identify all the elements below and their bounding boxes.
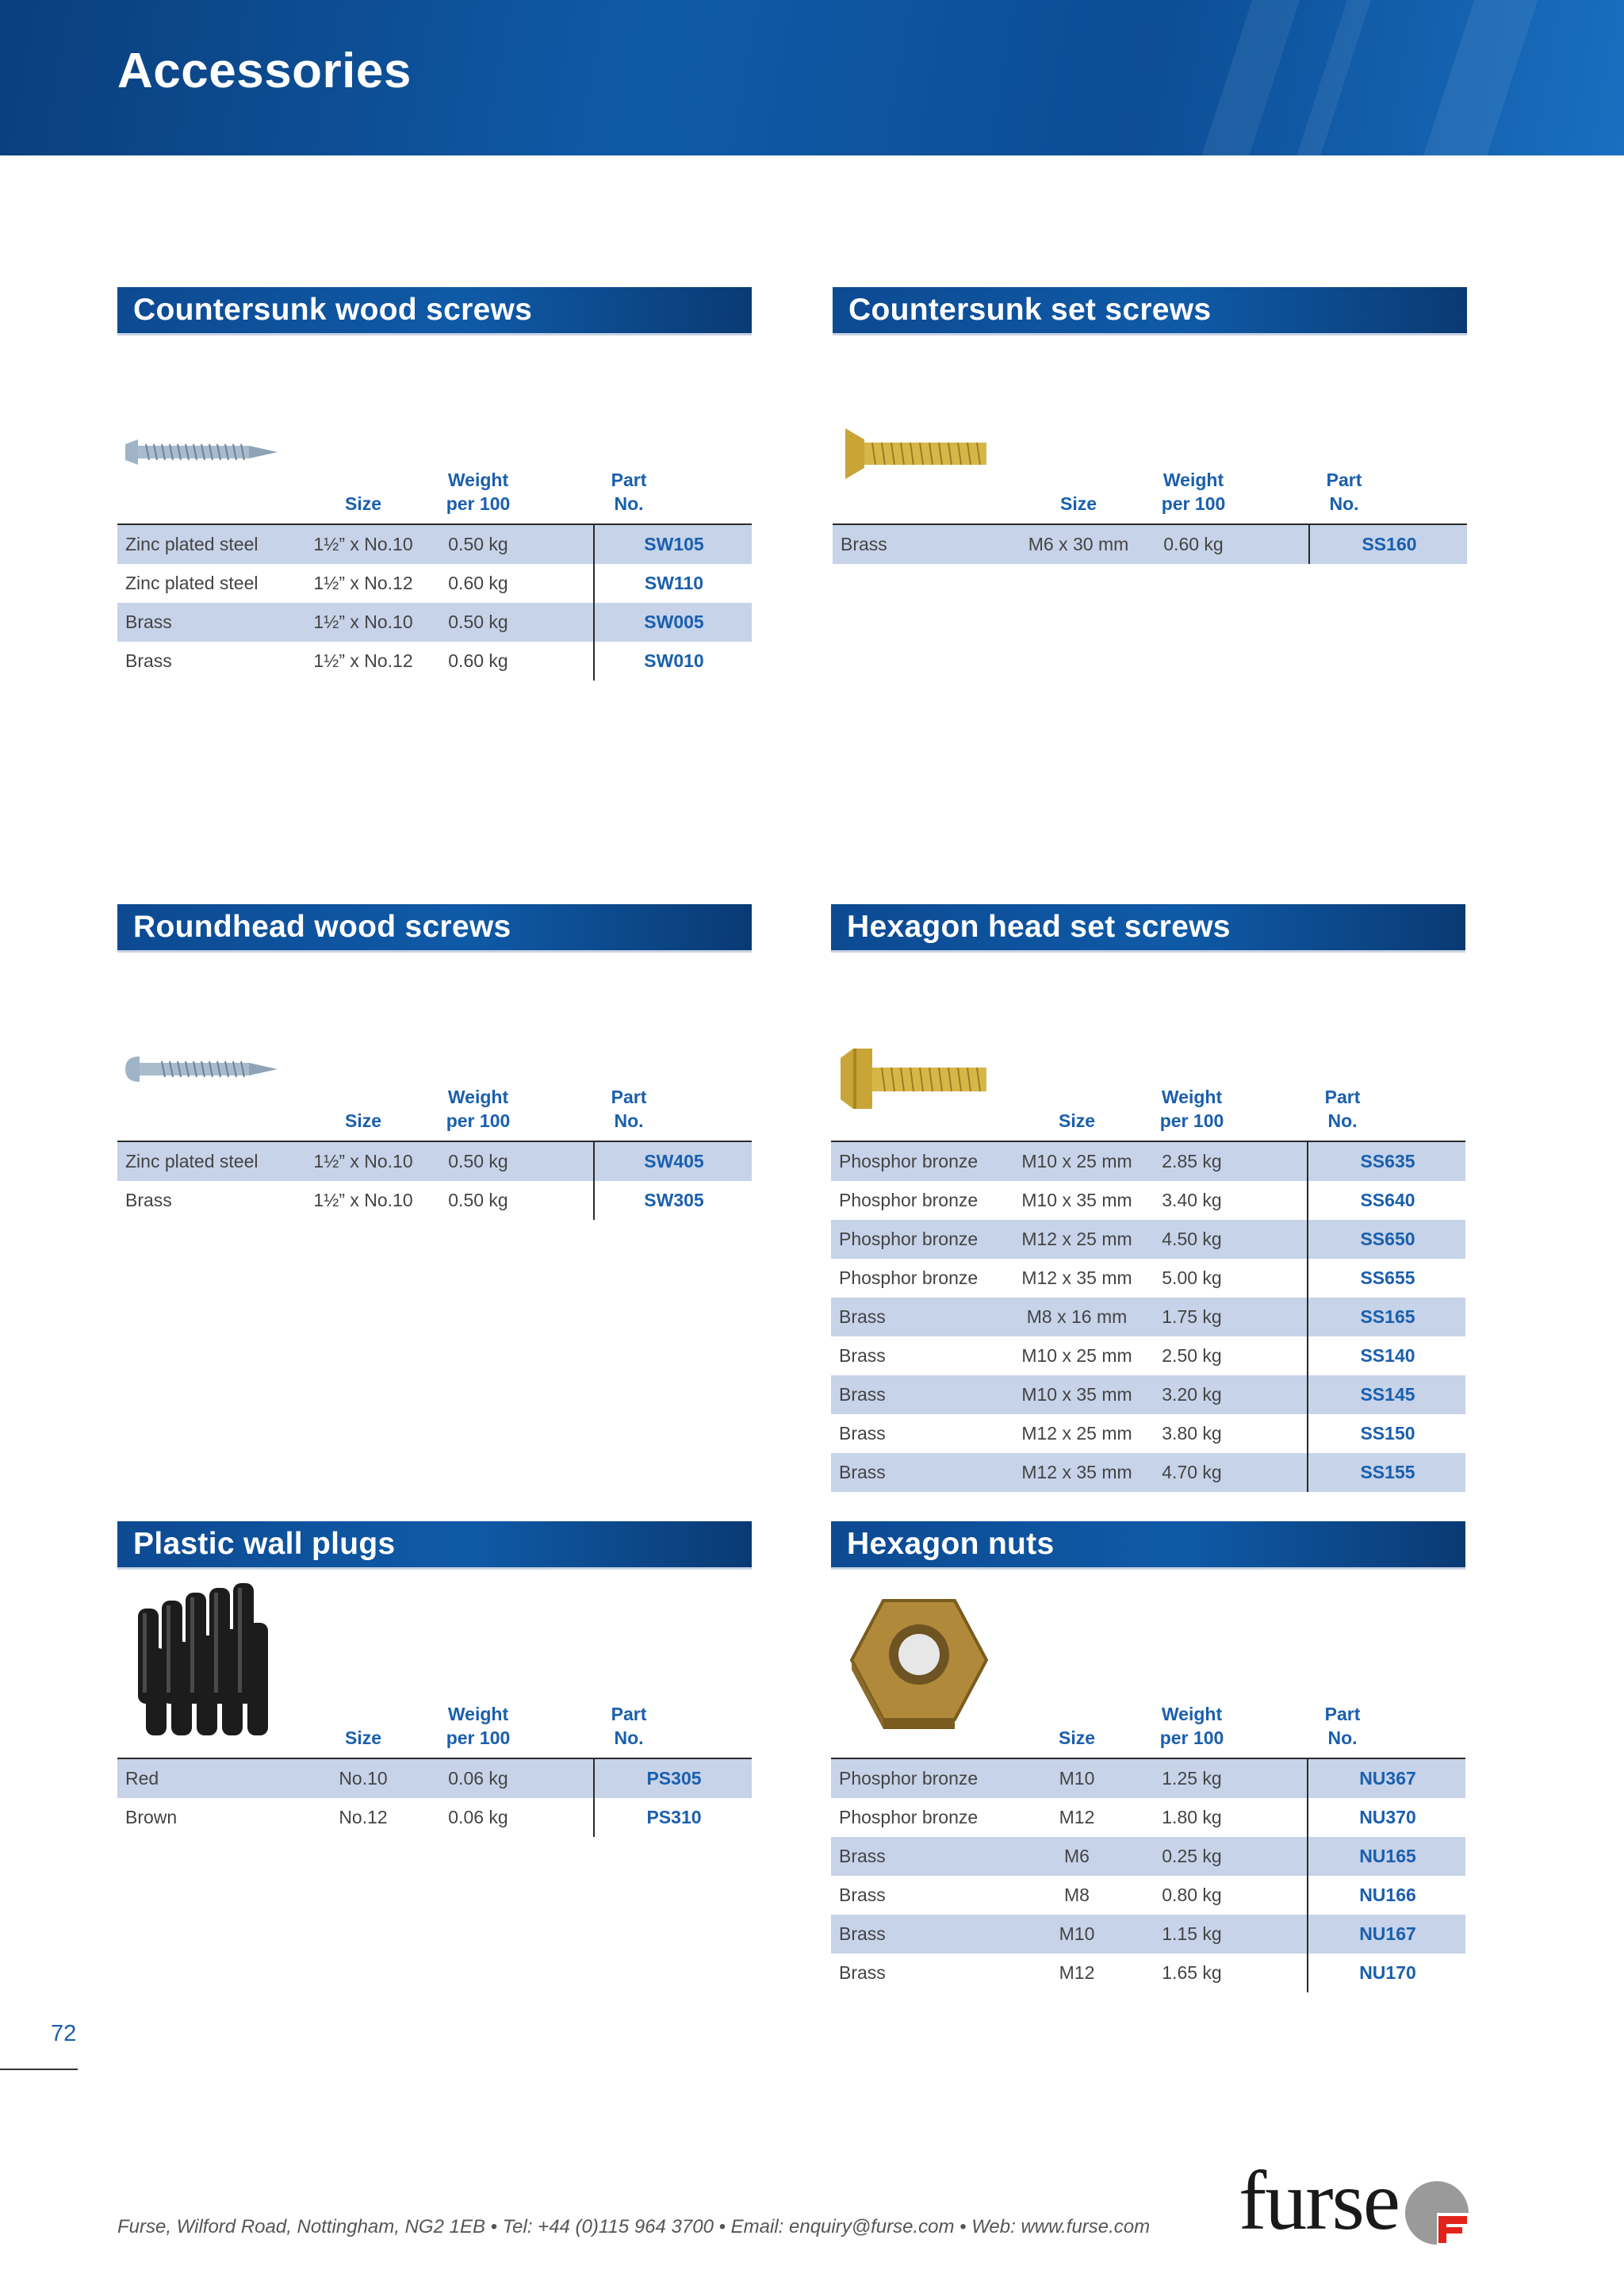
table-row: Brass M10 x 35 mm 3.20 kg SS145 [831, 1375, 1465, 1414]
column-size: Size [1058, 1727, 1096, 1748]
parts-table [117, 1141, 752, 1220]
parts-table [831, 1141, 1465, 1492]
table-row: Brass M12 x 35 mm 4.70 kg SS155 [831, 1453, 1465, 1492]
section-hexagon-nuts [831, 1521, 1465, 1992]
page-title: Accessories [117, 44, 412, 98]
table-row: Phosphor bronze M10 1.25 kg NU367 [831, 1759, 1465, 1798]
column-weight: Weight per 100 [1159, 1704, 1224, 1748]
header-banner [0, 0, 1624, 155]
table-row: Phosphor bronze M12 1.80 kg NU370 [831, 1798, 1465, 1837]
table-row: Phosphor bronze M10 x 25 mm 2.85 kg SS635 [831, 1142, 1465, 1181]
column-part: Part No. [611, 470, 647, 514]
table-row: Brass M10 x 25 mm 2.50 kg SS140 [831, 1336, 1465, 1375]
page-number: 72 [51, 2021, 77, 2046]
wood-screw-image [122, 428, 281, 484]
wall-plugs-image [122, 1577, 281, 1743]
section-countersunk-set-screws [833, 287, 1467, 564]
column-weight: Weight per 100 [1161, 470, 1226, 514]
table-row: Red No.10 0.06 kg PS305 [117, 1759, 752, 1798]
section-title: Roundhead wood screws [117, 904, 752, 950]
table-row: Phosphor bronze M12 x 25 mm 4.50 kg SS650 [831, 1220, 1465, 1259]
footer-contact: Furse, Wilford Road, Nottingham, NG2 1EB • Tel: +44 (0)115 964 3700 • Email: enquiry@furse.com • Web: www.furse.com [117, 2216, 1151, 2237]
column-size: Size [344, 1727, 382, 1748]
table-row: Brass M8 0.80 kg NU166 [831, 1876, 1465, 1915]
table-row: Brass 1½” x No.12 0.60 kg SW010 [117, 642, 752, 681]
table-row: Brass M12 1.65 kg NU170 [831, 1954, 1465, 1992]
table-row: Phosphor bronze M10 x 35 mm 3.40 kg SS640 [831, 1181, 1465, 1220]
column-part: Part No. [1324, 1087, 1361, 1131]
table-row: Brass M6 0.25 kg NU165 [831, 1837, 1465, 1876]
column-weight: Weight per 100 [446, 1087, 511, 1131]
table-row: Brass 1½” x No.10 0.50 kg SW305 [117, 1181, 752, 1220]
section-title: Countersunk set screws [833, 287, 1467, 333]
section-title: Countersunk wood screws [117, 287, 752, 333]
page-number-rule [0, 2069, 78, 2070]
column-part: Part No. [611, 1087, 647, 1131]
table-row: Brown No.12 0.06 kg PS310 [117, 1798, 752, 1837]
table-row: Brass M8 x 16 mm 1.75 kg SS165 [831, 1298, 1465, 1336]
column-size: Size [344, 493, 382, 514]
column-part: Part No. [611, 1704, 647, 1748]
table-row: Zinc plated steel 1½” x No.10 0.50 kg SW405 [117, 1142, 752, 1181]
column-size: Size [1058, 1110, 1096, 1131]
table-row: Brass M10 1.15 kg NU167 [831, 1915, 1465, 1954]
table-row: Phosphor bronze M12 x 35 mm 5.00 kg SS655 [831, 1259, 1465, 1298]
parts-table [833, 523, 1467, 564]
parts-table [831, 1758, 1465, 1992]
table-row: Brass M12 x 25 mm 3.80 kg SS150 [831, 1414, 1465, 1453]
section-roundhead-wood-screws [117, 904, 752, 1220]
section-title: Hexagon nuts [831, 1521, 1465, 1567]
section-countersunk-wood-screws [117, 287, 752, 681]
parts-table [117, 523, 752, 681]
section-title: Hexagon head set screws [831, 904, 1465, 950]
table-row: Zinc plated steel 1½” x No.10 0.50 kg SW105 [117, 525, 752, 564]
column-weight: Weight per 100 [1159, 1087, 1224, 1131]
furse-logo-icon [1404, 2180, 1470, 2246]
furse-logo-text: furse [1239, 2154, 1399, 2247]
hex-bolt-image [836, 1044, 994, 1115]
column-part: Part No. [1326, 470, 1362, 514]
table-row: Zinc plated steel 1½” x No.12 0.60 kg SW110 [117, 564, 752, 603]
column-weight: Weight per 100 [446, 1704, 511, 1748]
column-size: Size [1059, 493, 1097, 514]
column-part: Part No. [1324, 1704, 1361, 1748]
section-plastic-wall-plugs [117, 1521, 752, 1837]
table-row: Brass 1½” x No.10 0.50 kg SW005 [117, 603, 752, 642]
table-row: Brass M6 x 30 mm 0.60 kg SS160 [833, 525, 1467, 564]
section-title: Plastic wall plugs [117, 1521, 752, 1567]
hex-nut-image [836, 1585, 994, 1743]
set-screw-image [837, 422, 996, 485]
parts-table [117, 1758, 752, 1837]
column-size: Size [344, 1110, 382, 1131]
wood-screw-image [122, 1045, 281, 1101]
column-weight: Weight per 100 [446, 470, 511, 514]
section-hexagon-head-set-screws [831, 904, 1465, 1492]
